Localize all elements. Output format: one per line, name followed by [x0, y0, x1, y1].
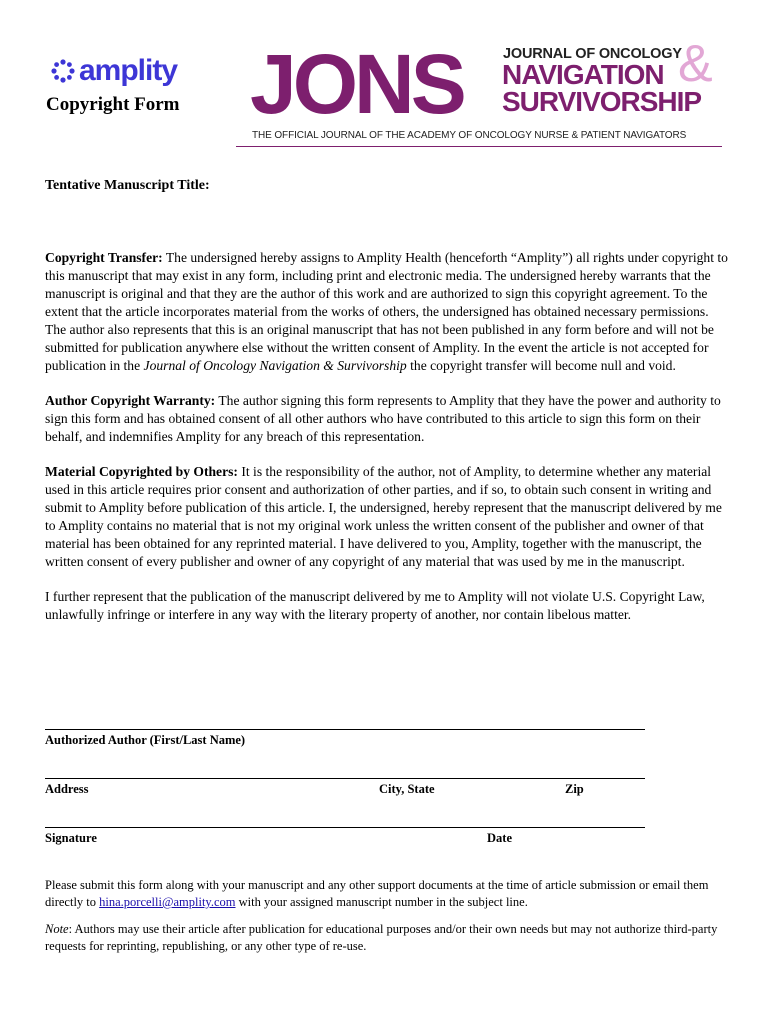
material-by-others-paragraph: [45, 463, 729, 571]
amplity-logo: [50, 56, 177, 86]
journal-ampersand: &: [678, 35, 713, 93]
agreement-body: [45, 249, 729, 641]
note-text: : Authors may use their article after publication for educational purposes and/or their own needs but may not authorize third-party requests for reprinting, republishing, or any other type of re-use.: [45, 922, 718, 953]
copyright-transfer-text: The undersigned hereby assigns to Amplity Health (henceforth “Amplity”) all rights under copyright to this manuscript that may exist in any form, including print and electronic media. The undersigned hereby warrants that the manuscript is original and that they are the author of this work and are authorized to sign this copyright agreement. To the extent that the article incorporates material from the works of others, the undersigned has obtained necessary permissions. The author also represents that this is an original manuscript that has not been published in any form before and will not be submitted for publication anywhere else without the written consent of Amplity. In the event the article is not accepted for publication in the: [45, 250, 728, 373]
amplity-dots-icon: [50, 58, 76, 84]
author-warranty-heading: Author Copyright Warranty:: [45, 393, 216, 408]
zip-label: Zip: [565, 782, 584, 796]
material-by-others-text: It is the responsibility of the author, not of Amplity, to determine whether any material used in this article requires prior consent and authorization of other parties, and if so, to obtain such consent in writing and submit to Amplity before publication of this article. I, the undersigned, hereby represent that the manuscript delivered by me to Amplity contains no material that is not my original work unless the written consent of the publisher and owner of that material has been obtained for any reprinted material. I have delivered to you, Amplity, together with the manuscript, the written consent of every publisher and owner of any copyright of any material that was used by me in the manuscript.: [45, 464, 722, 569]
form-title: Copyright Form: [46, 94, 180, 115]
manuscript-title-label: Tentative Manuscript Title:: [45, 178, 210, 193]
city-state-label: City, State: [379, 782, 435, 796]
submission-footer: [45, 877, 735, 965]
note-paragraph: [45, 921, 735, 955]
further-represent-paragraph: I further represent that the publication of the manuscript delivered by me to Amplity will not violate U.S. Copyright Law, unlawfully infringe or interfere in any way with the literary property of another, nor contain libelous matter.: [45, 589, 705, 622]
signature-label: Signature: [45, 831, 97, 845]
copyright-transfer-text-end: the copyright transfer will become null and void.: [406, 358, 676, 373]
journal-name-line3: SURVIVORSHIP: [502, 86, 702, 117]
material-by-others-heading: Material Copyrighted by Others:: [45, 464, 238, 479]
journal-name-line1: JOURNAL OF ONCOLOGY: [503, 46, 682, 62]
submission-email-link[interactable]: hina.porcelli@amplity.com: [99, 895, 236, 909]
journal-name-line2: NAVIGATION: [502, 59, 664, 90]
journal-logo-jons: JONS: [250, 37, 463, 131]
date-label: Date: [487, 831, 512, 845]
author-name-label: Authorized Author (First/Last Name): [45, 733, 246, 747]
amplity-logo-text: amplity: [79, 54, 178, 87]
copyright-transfer-paragraph: [45, 249, 729, 375]
address-label: Address: [45, 782, 89, 796]
copyright-transfer-heading: Copyright Transfer:: [45, 250, 163, 265]
journal-title-italic: Journal of Oncology Navigation & Survivorship: [143, 358, 407, 373]
note-label: Note: [45, 922, 69, 936]
signature-line[interactable]: [45, 827, 645, 828]
journal-masthead: [250, 35, 722, 148]
author-name-line[interactable]: [45, 729, 645, 730]
author-warranty-text: The author signing this form represents to Amplity that they have the power and authority to sign this form and has obtained consent of all other authors who have contributed to this article to sign this form on their behalf, and indemnifies Amplity for any breach of this representation.: [45, 393, 721, 444]
journal-tagline: THE OFFICIAL JOURNAL OF THE ACADEMY OF ONCOLOGY NURSE & PATIENT NAVIGATORS: [252, 130, 687, 141]
submit-text-end: with your assigned manuscript number in the subject line.: [235, 895, 528, 909]
author-warranty-paragraph: [45, 392, 729, 446]
masthead-rule: [236, 146, 722, 147]
submit-instructions: [45, 877, 735, 911]
address-line[interactable]: [45, 778, 645, 779]
submit-text: Please submit this form along with your manuscript and any other support documents at the time of article submission or email them directly to: [45, 878, 709, 909]
